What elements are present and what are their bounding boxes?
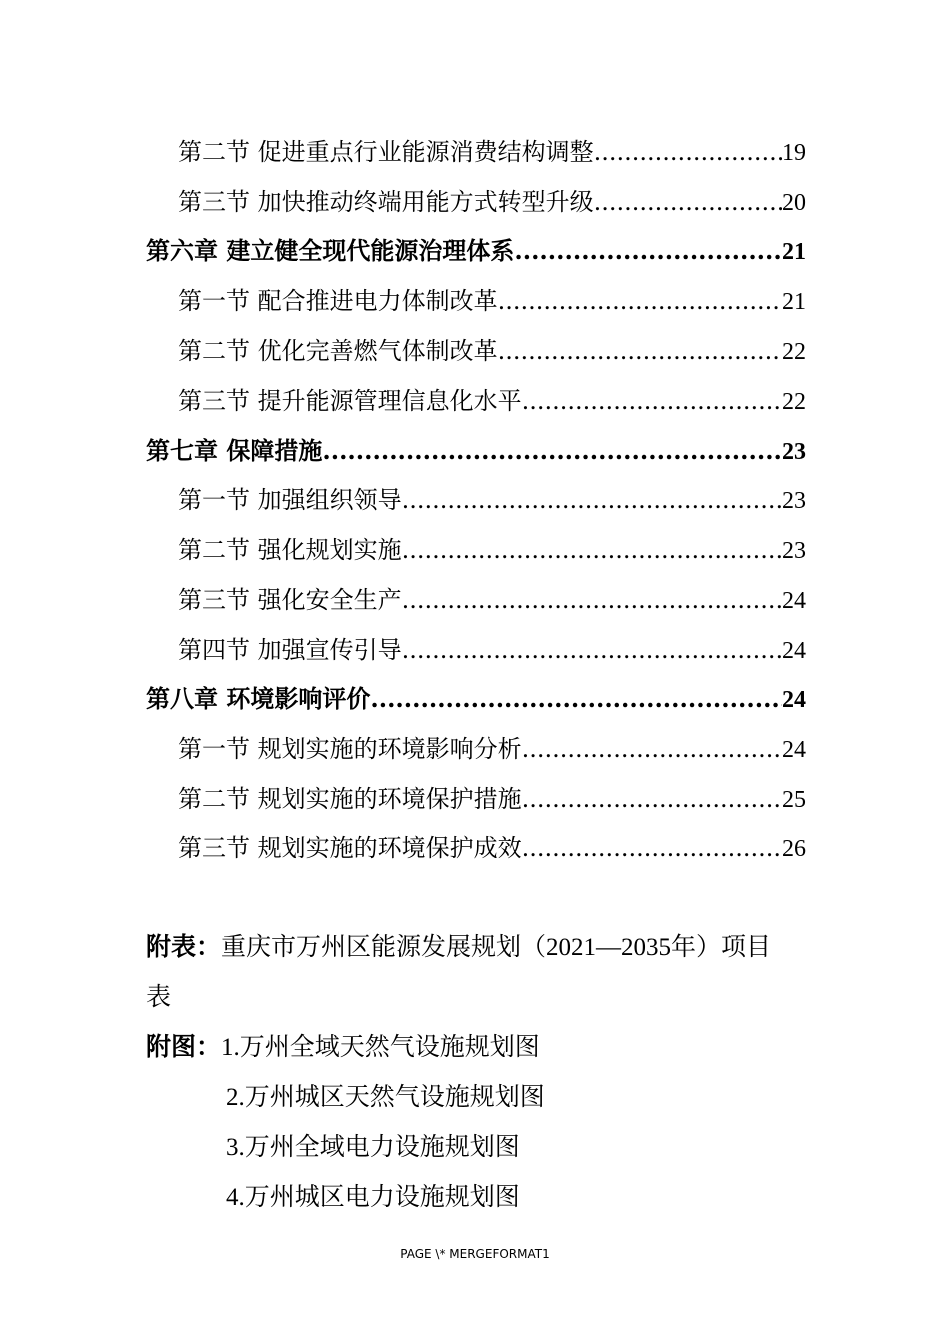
toc-entry[interactable] xyxy=(178,729,806,769)
toc-leader-dots xyxy=(322,431,782,471)
appendix-table-line-wrap xyxy=(146,977,171,1017)
toc-entry[interactable] xyxy=(178,480,806,520)
appendix-maps-label: 附图： xyxy=(146,1032,222,1061)
toc-chapter-entry[interactable] xyxy=(146,231,806,271)
toc-entry-page: 22 xyxy=(782,339,806,365)
toc-entry-title: 第八章 环境影响评价 xyxy=(146,685,371,713)
toc-entry-page: 20 xyxy=(782,190,806,216)
toc-entry[interactable] xyxy=(178,132,806,172)
toc-entry-title: 第七章 保障措施 xyxy=(146,437,323,465)
toc-leader-dots xyxy=(402,480,782,520)
toc-leader-dots xyxy=(522,381,782,421)
toc-entry[interactable] xyxy=(178,630,806,670)
appendix-map-title: 万州城区电力设施规划图 xyxy=(244,1182,520,1211)
toc-chapter-entry[interactable] xyxy=(146,431,806,471)
toc-entry[interactable] xyxy=(178,381,806,421)
toc-leader-dots xyxy=(402,630,782,670)
toc-entry-page: 24 xyxy=(782,737,806,763)
appendix-table-text-cont: 年）项目 xyxy=(671,932,772,961)
toc-leader-dots xyxy=(498,281,782,321)
toc-entry[interactable] xyxy=(178,828,806,868)
page-footer: PAGE \* MERGEFORMAT1 xyxy=(400,1247,550,1261)
toc-entry-page: 22 xyxy=(782,389,806,415)
appendix-map-item xyxy=(226,1077,545,1118)
appendix-map-title: 万州全域电力设施规划图 xyxy=(244,1132,520,1161)
toc-leader-dots xyxy=(514,231,782,271)
toc-leader-dots xyxy=(594,182,782,222)
appendix-map-item xyxy=(226,1177,520,1218)
toc-entry[interactable] xyxy=(178,530,806,570)
appendix-map-title: 万州城区天然气设施规划图 xyxy=(244,1082,545,1111)
toc-entry-page: 23 xyxy=(782,439,806,465)
toc-entry-title: 第四节 加强宣传引导 xyxy=(178,636,402,664)
toc-leader-dots xyxy=(402,580,782,620)
toc-entry-page: 21 xyxy=(782,239,806,265)
appendix-map-item xyxy=(226,1127,520,1168)
toc-entry-title: 第一节 加强组织领导 xyxy=(178,486,402,514)
toc-entry-title: 第三节 强化安全生产 xyxy=(178,586,402,614)
toc-entry[interactable] xyxy=(178,331,806,371)
toc-entry-title: 第二节 优化完善燃气体制改革 xyxy=(178,337,498,365)
toc-entry-page: 23 xyxy=(782,488,806,514)
toc-entry-title: 第二节 规划实施的环境保护措施 xyxy=(178,785,522,813)
toc-entry-page: 25 xyxy=(782,787,806,813)
toc-entry-title: 第二节 强化规划实施 xyxy=(178,536,402,564)
toc-leader-dots xyxy=(522,729,782,769)
appendix-map-number: 4. xyxy=(226,1184,245,1211)
toc-entry-page: 24 xyxy=(782,638,806,664)
appendix-map-number: 2. xyxy=(226,1084,245,1111)
toc-entry[interactable] xyxy=(178,580,806,620)
appendix-table-text: 重庆市万州区能源发展规划（ xyxy=(221,932,547,961)
toc-leader-dots xyxy=(498,331,782,371)
toc-leader-dots xyxy=(594,132,782,172)
toc-entry-page: 19 xyxy=(782,140,806,166)
appendix-map-number: 1. xyxy=(221,1034,240,1061)
appendix-map-number: 3. xyxy=(226,1134,245,1161)
toc-entry-page: 24 xyxy=(782,588,806,614)
toc-leader-dots xyxy=(522,779,782,819)
toc-leader-dots xyxy=(522,828,782,868)
toc-entry-page: 23 xyxy=(782,538,806,564)
toc-entry-title: 第三节 规划实施的环境保护成效 xyxy=(178,834,522,862)
toc-leader-dots xyxy=(370,679,782,719)
toc-entry[interactable] xyxy=(178,281,806,321)
toc-entry[interactable] xyxy=(178,182,806,222)
appendix-table-years: 2021—2035 xyxy=(546,934,672,961)
toc-entry-page: 26 xyxy=(782,836,806,862)
toc-entry-title: 第三节 加快推动终端用能方式转型升级 xyxy=(178,188,594,216)
toc-entry-title: 第六章 建立健全现代能源治理体系 xyxy=(146,237,515,265)
toc-chapter-entry[interactable] xyxy=(146,679,806,719)
appendix-map-title: 万州全域天然气设施规划图 xyxy=(239,1032,540,1061)
appendix-table-label: 附表： xyxy=(146,932,222,961)
toc-entry[interactable] xyxy=(178,779,806,819)
toc-entry-title: 第一节 配合推进电力体制改革 xyxy=(178,287,498,315)
toc-entry-page: 21 xyxy=(782,289,806,315)
toc-leader-dots xyxy=(402,530,782,570)
toc-entry-title: 第三节 提升能源管理信息化水平 xyxy=(178,387,522,415)
toc-entry-page: 24 xyxy=(782,687,806,713)
appendix-table-line xyxy=(146,927,771,968)
toc-entry-title: 第二节 促进重点行业能源消费结构调整 xyxy=(178,138,594,166)
toc-entry-title: 第一节 规划实施的环境影响分析 xyxy=(178,735,522,763)
appendix-table-text-end: 表 xyxy=(146,982,172,1011)
appendix-maps-line xyxy=(146,1027,540,1068)
